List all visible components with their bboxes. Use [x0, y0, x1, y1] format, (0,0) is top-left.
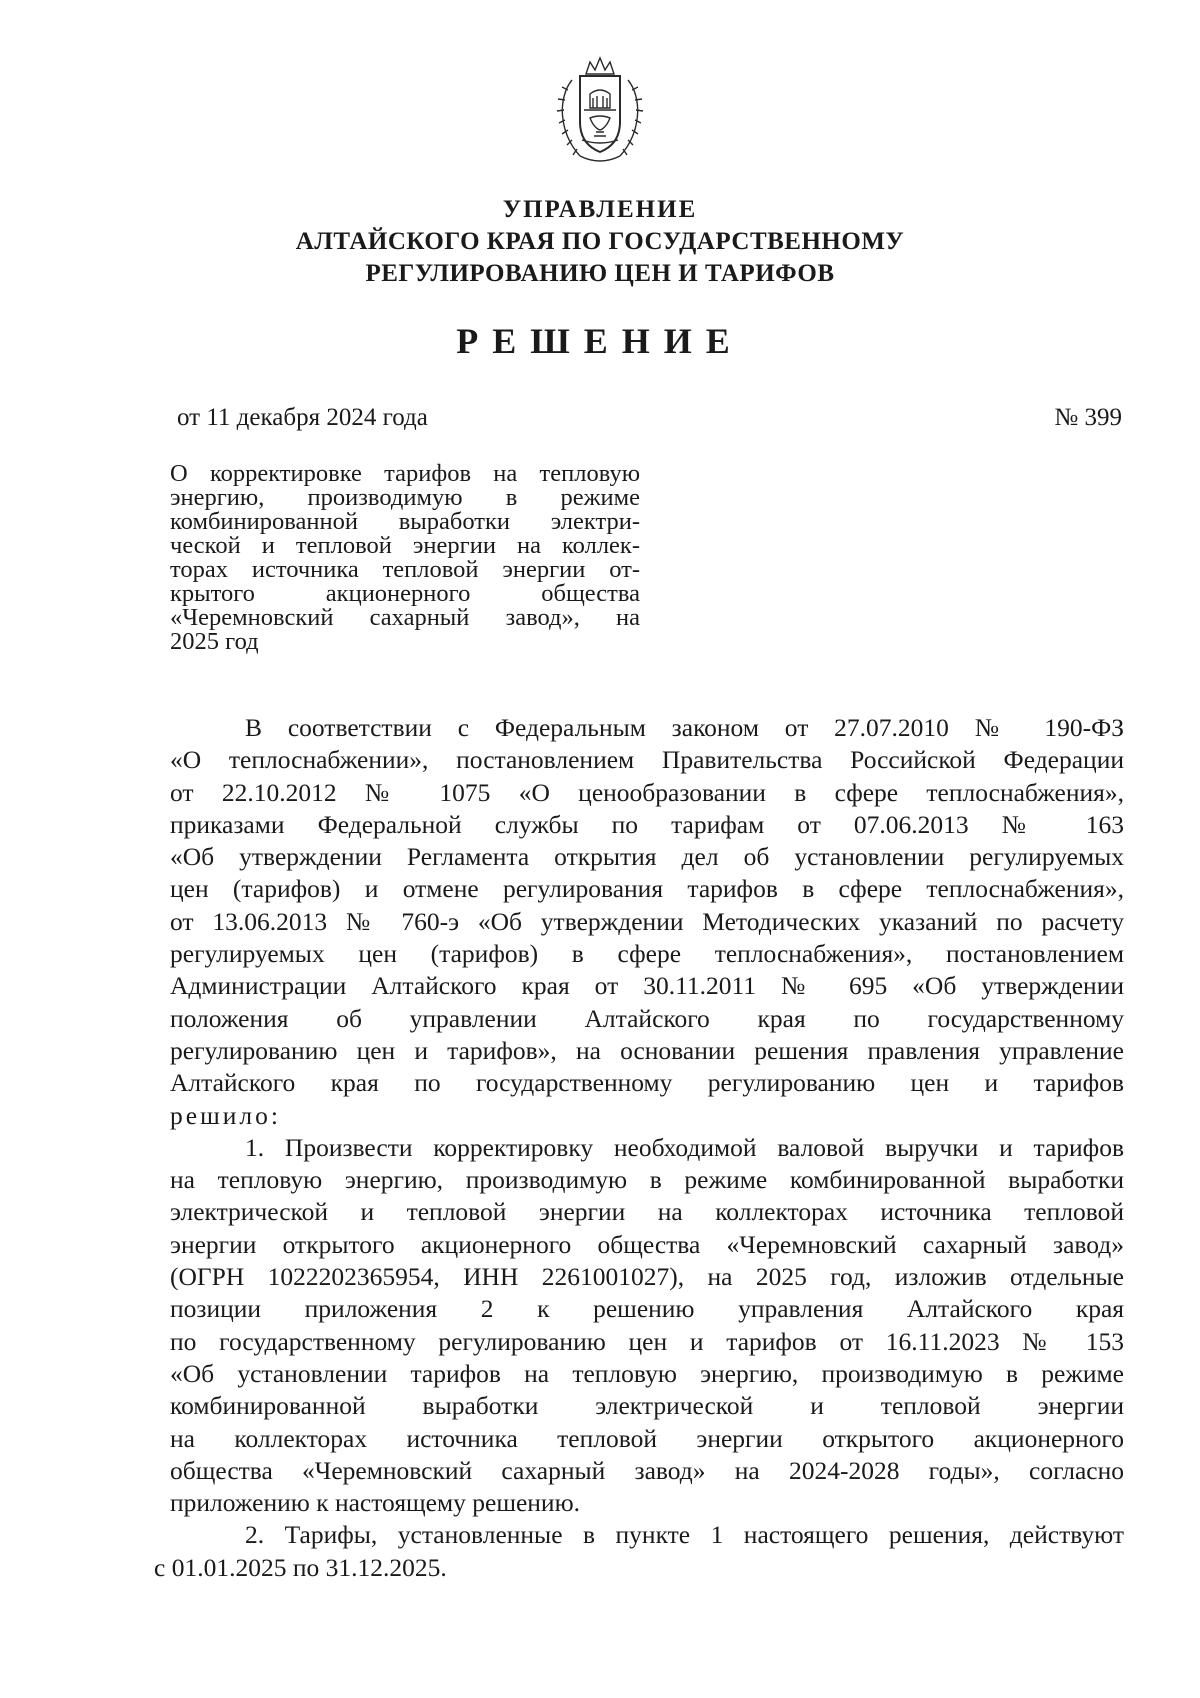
body-line: «О теплоснабжении», постановлением Правительства Российской Федерации	[170, 745, 1124, 775]
decided-word: решило:	[170, 1100, 281, 1130]
body-line: цен (тарифов) и отмене регулирования тарифов в сфере теплоснабжения»,	[170, 874, 1124, 904]
item-2-line: с 01.01.2025 по 31.12.2025.	[154, 1552, 447, 1582]
body-line: Администрации Алтайского края от 30.11.2011 № 695 «Об утверждении	[170, 971, 1124, 1001]
subject-line: 2025 год	[170, 628, 259, 655]
document-number: № 399	[1054, 404, 1122, 431]
body-line: от 13.06.2013 № 760-э «Об утверждении Методических указаний по расчету	[170, 906, 1124, 936]
document-body	[154, 712, 1124, 1584]
body-line: регулируемых цен (тарифов) в сфере теплоснабжения», постановлением	[170, 939, 1124, 969]
item-1-line: «Об установлении тарифов на тепловую энергию, производимую в режиме	[170, 1358, 1124, 1388]
item-1-line: общества «Черемновский сахарный завод» на 2024-2028 годы», согласно	[170, 1455, 1124, 1485]
org-title-line-1: УПРАВЛЕНИЕ	[502, 196, 698, 223]
item-1-line: приложению к настоящему решению.	[170, 1488, 581, 1518]
body-line: Алтайского края по государственному регулированию цен и тарифов	[170, 1068, 1124, 1098]
subject-line: крытого акционерного общества	[170, 580, 640, 607]
document-type-title: РЕШЕНИЕ	[456, 321, 744, 361]
body-line: приказами Федеральной службы по тарифам от 07.06.2013 № 163	[170, 809, 1124, 839]
item-1-line: комбинированной выработки электрической и тепловой энергии	[170, 1391, 1124, 1421]
item-2-line: 2. Тарифы, установленные в пункте 1 настоящего решения, действуют	[245, 1520, 1124, 1550]
coat-of-arms-emblem	[550, 52, 650, 172]
subject-line: энергию, производимую в режиме	[170, 484, 640, 511]
subject-line: О корректировке тарифов на тепловую	[170, 460, 640, 487]
org-title-line-2: АЛТАЙСКОГО КРАЯ ПО ГОСУДАРСТВЕННОМУ	[295, 228, 905, 255]
item-1-line: на коллекторах источника тепловой энергии открытого акционерного	[170, 1423, 1124, 1453]
subject-line: ческой и тепловой энергии на коллек-	[170, 532, 640, 559]
item-1-line: (ОГРН 1022202365954, ИНН 2261001027), на 2025 год, изложив отдельные	[170, 1262, 1124, 1292]
body-line: регулированию цен и тарифов», на основании решения правления управление	[170, 1035, 1124, 1065]
body-line: В соответствии с Федеральным законом от 27.07.2010 № 190-ФЗ	[245, 713, 1124, 742]
document-subject	[170, 462, 640, 654]
body-line: положения об управлении Алтайского края по государственному	[170, 1003, 1124, 1033]
item-1-line: по государственному регулированию цен и тарифов от 16.11.2023 № 153	[170, 1326, 1124, 1356]
body-line: от 22.10.2012 № 1075 «О ценообразовании в сфере теплоснабжения»,	[170, 777, 1124, 807]
item-1-line: энергии открытого акционерного общества «Черемновский сахарный завод»	[170, 1229, 1124, 1259]
subject-line: «Черемновский сахарный завод», на	[170, 604, 640, 631]
item-1-line: позиции приложения 2 к решению управления Алтайского края	[170, 1294, 1124, 1324]
body-line: «Об утверждении Регламента открытия дел об установлении регулируемых	[170, 842, 1124, 872]
item-1-line: электрической и тепловой энергии на коллекторах источника тепловой	[170, 1197, 1124, 1227]
document-date: от 11 декабря 2024 года	[177, 404, 428, 431]
item-1-line: на тепловую энергию, производимую в режиме комбинированной выработки	[170, 1165, 1124, 1195]
item-1-line: 1. Произвести корректировку необходимой валовой выручки и тарифов	[245, 1132, 1124, 1162]
subject-line: комбинированной выработки электри-	[170, 508, 640, 535]
org-title-line-3: РЕГУЛИРОВАНИЮ ЦЕН И ТАРИФОВ	[365, 260, 835, 287]
subject-line: торах источника тепловой энергии от-	[170, 556, 640, 583]
